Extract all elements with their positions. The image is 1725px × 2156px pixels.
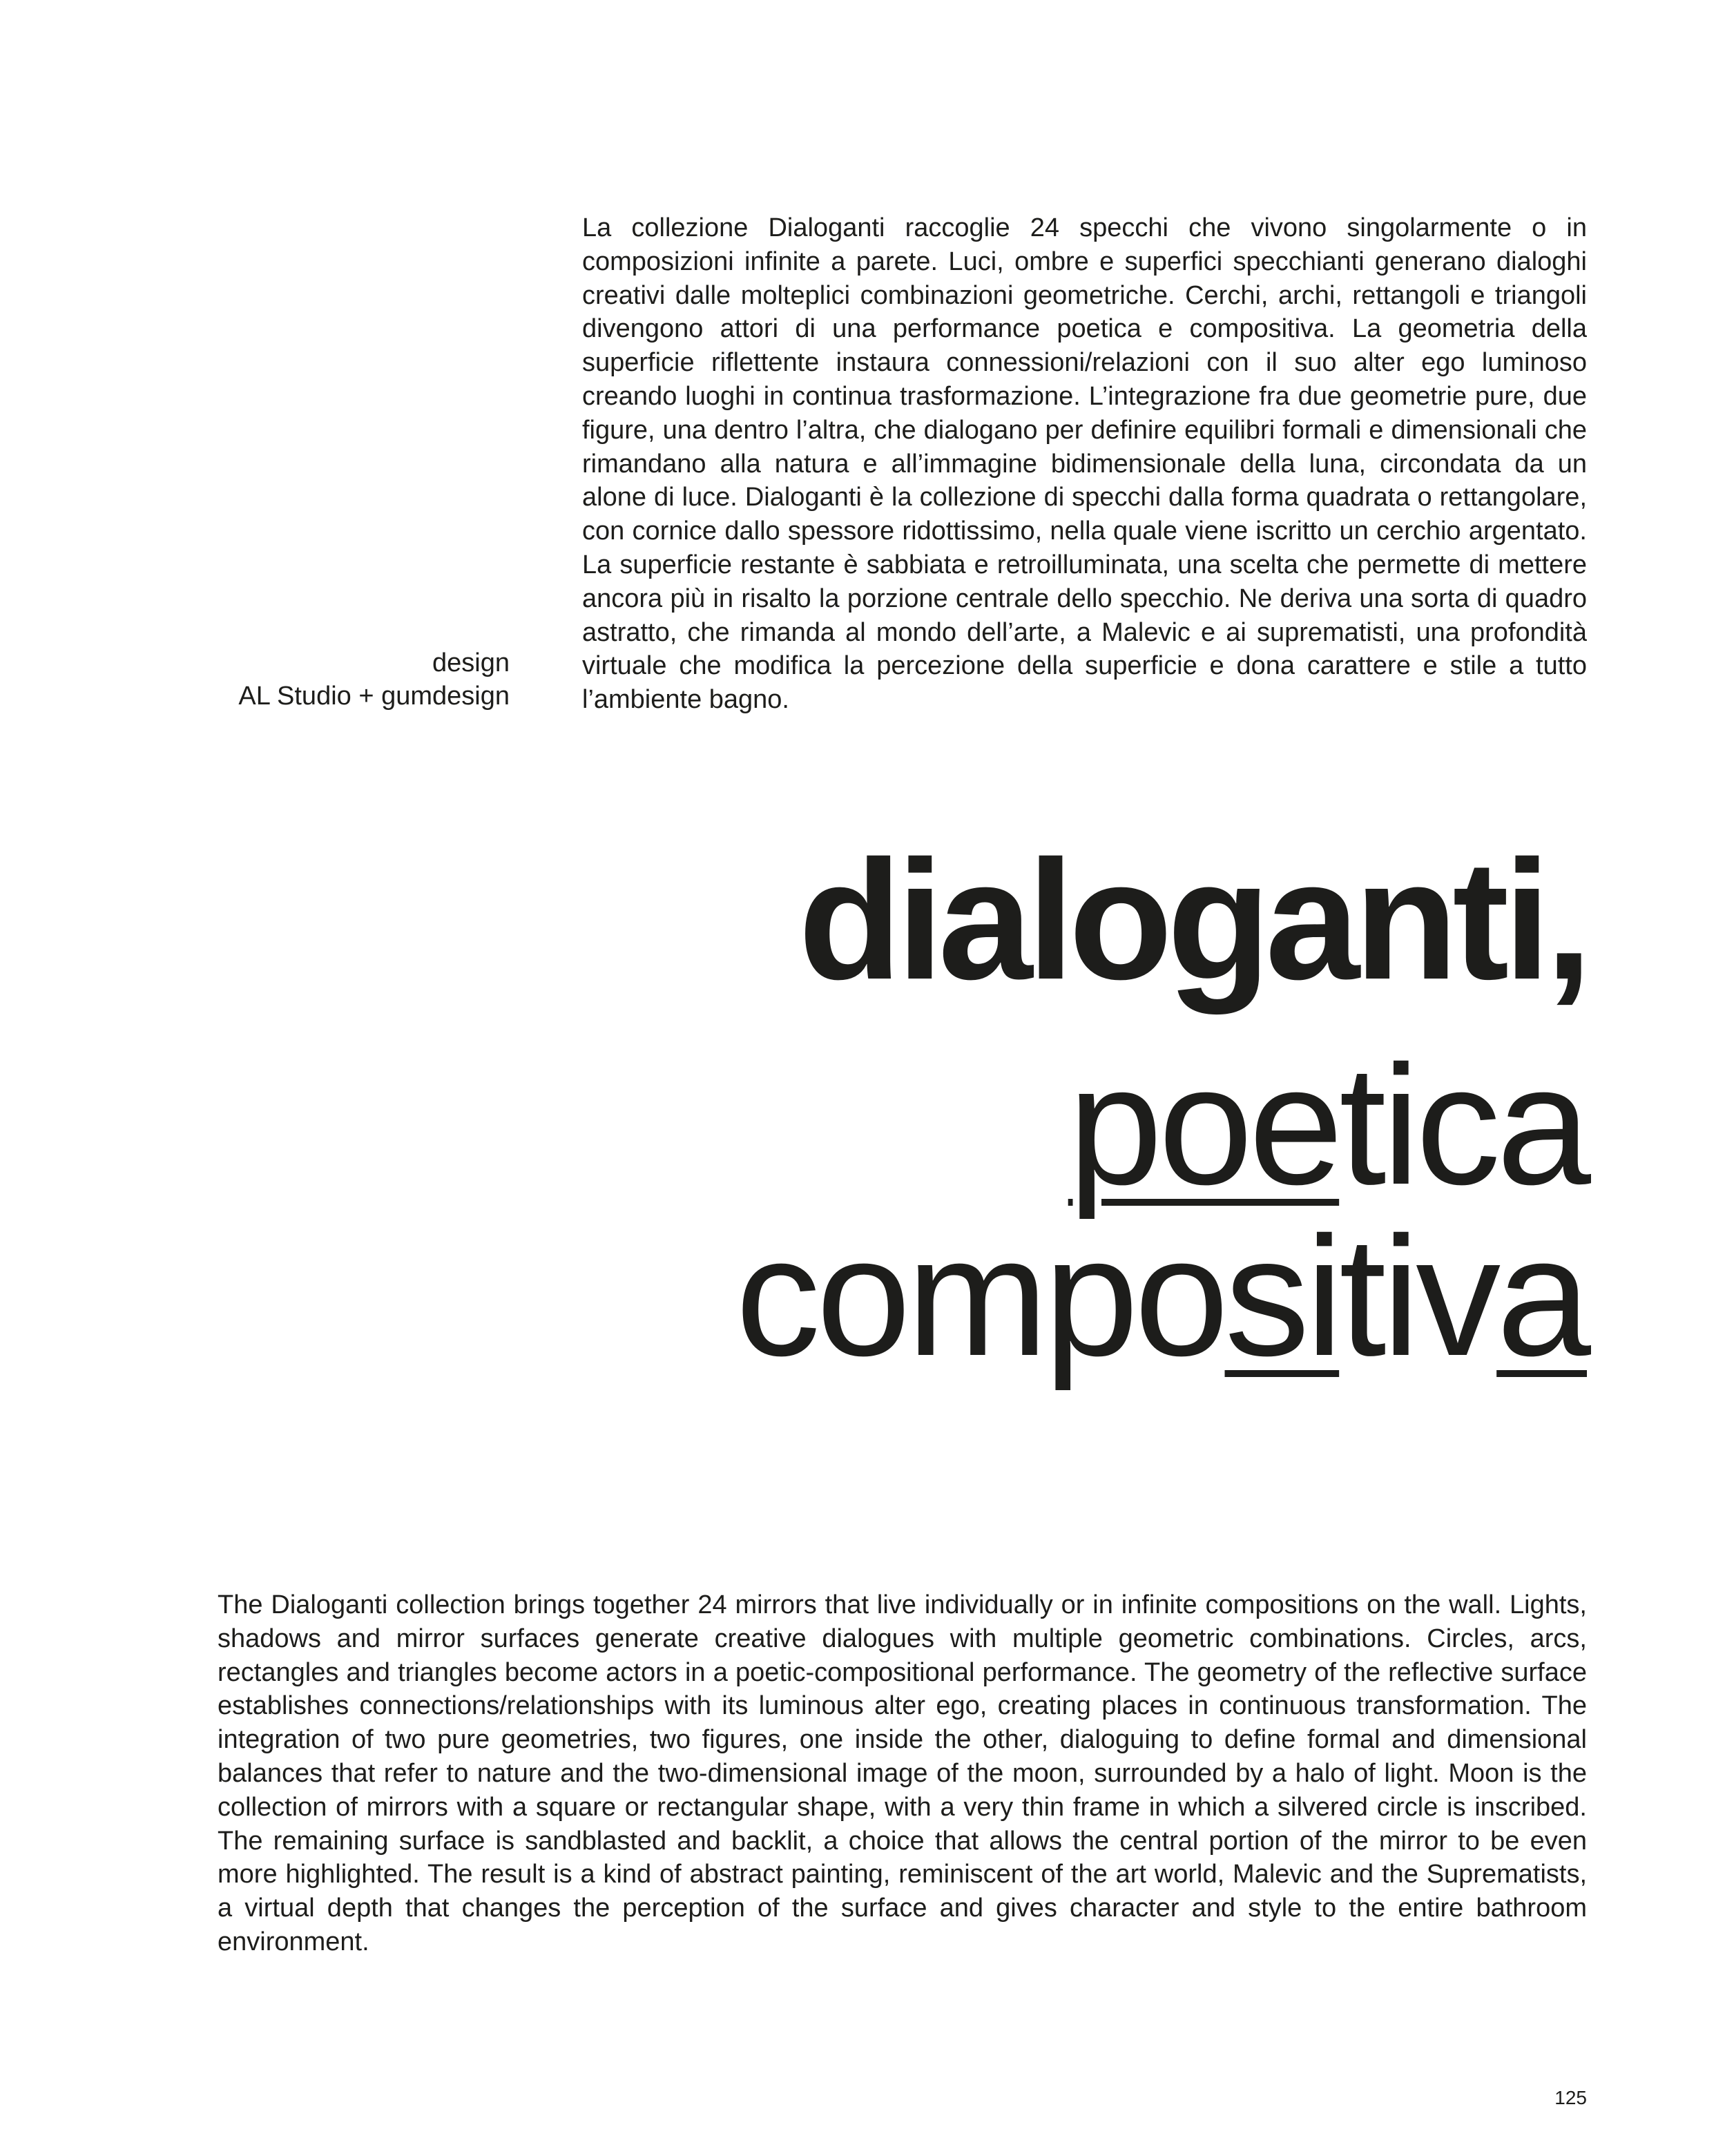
title-underlined-segment: a (1496, 1202, 1587, 1392)
title-underlined-segment: poe (1068, 1030, 1340, 1220)
italian-description: La collezione Dialoganti raccoglie 24 specchi che vivono singolarmente o in composizioni infinite a parete. Luci, ombre e superfici specchianti generano dialoghi creativi dalle molteplici combinazioni geometriche. Cerchi, archi, rettangoli e triangoli divengono attori di una performance poetica e compositiva. La geometria della superficie riflettente instaura connessioni/relazioni con il suo alter ego luminoso creando luoghi in continua trasformazione. L’integrazione fra due geometrie pure, due figure, una dentro l’altra, che dialogano per definire equilibri formali e dimensionali che rimandano alla natura e all’immagine bidimensionale della luna, circondata da un alone di luce. Dialoganti è la collezione di specchi dalla forma quadrata o rettangolare, con cornice dallo spessore ridottissimo, nella quale viene iscritto un cerchio argentato. La superficie restante è sabbiata e retroilluminata, una scelta che permette di mettere ancora più in risalto la porzione centrale dello specchio. Ne deriva una sorta di quadro astratto, che rimanda al mondo dell’arte, a Malevic e ai suprematisti, una profondità virtuale che modifica la percezione della superficie e dona carattere e stile a tutto l’ambiente bagno. (582, 213, 1587, 715)
title-line-3 (735, 1202, 1587, 1392)
title-underlined-segment: si (1224, 1202, 1340, 1392)
title-line-1: dialoganti, (798, 825, 1587, 1015)
english-description: The Dialoganti collection brings together 24 mirrors that live individually or in infinite compositions on the wall. Lights, shadows and mirror surfaces generate creative dialogues with multiple geometric combinations. Circles, arcs, rectangles and triangles become actors in a poetic-compositional performance. The geometry of the reflective surface establishes connections/relationships with its luminous alter ego, creating places in continuous transformation. The integration of two pure geometries, two figures, one inside the other, dialoguing to define formal and dimensional balances that refer to nature and the two-dimensional image of the moon, surrounded by a halo of light. Moon is the collection of mirrors with a square or rectangular shape, with a very thin frame in which a silvered circle is inscribed. The remaining surface is sandblasted and backlit, a choice that allows the central portion of the mirror to be even more highlighted. The result is a kind of abstract painting, reminiscent of the art world, Malevic and the Suprematists, a virtual depth that changes the perception of the surface and gives character and style to the entire bathroom environment. (218, 1590, 1587, 1956)
designers-name: AL Studio + gumdesign (238, 682, 510, 711)
design-credit (207, 646, 510, 713)
page-title (735, 825, 1587, 1392)
design-label: design (432, 648, 510, 677)
title-segment: tiv (1339, 1202, 1497, 1392)
title-segment: tica (1339, 1030, 1587, 1220)
title-segment: compo (735, 1202, 1225, 1392)
title-line-2 (735, 1030, 1587, 1220)
page-number: 125 (1554, 2087, 1587, 2108)
